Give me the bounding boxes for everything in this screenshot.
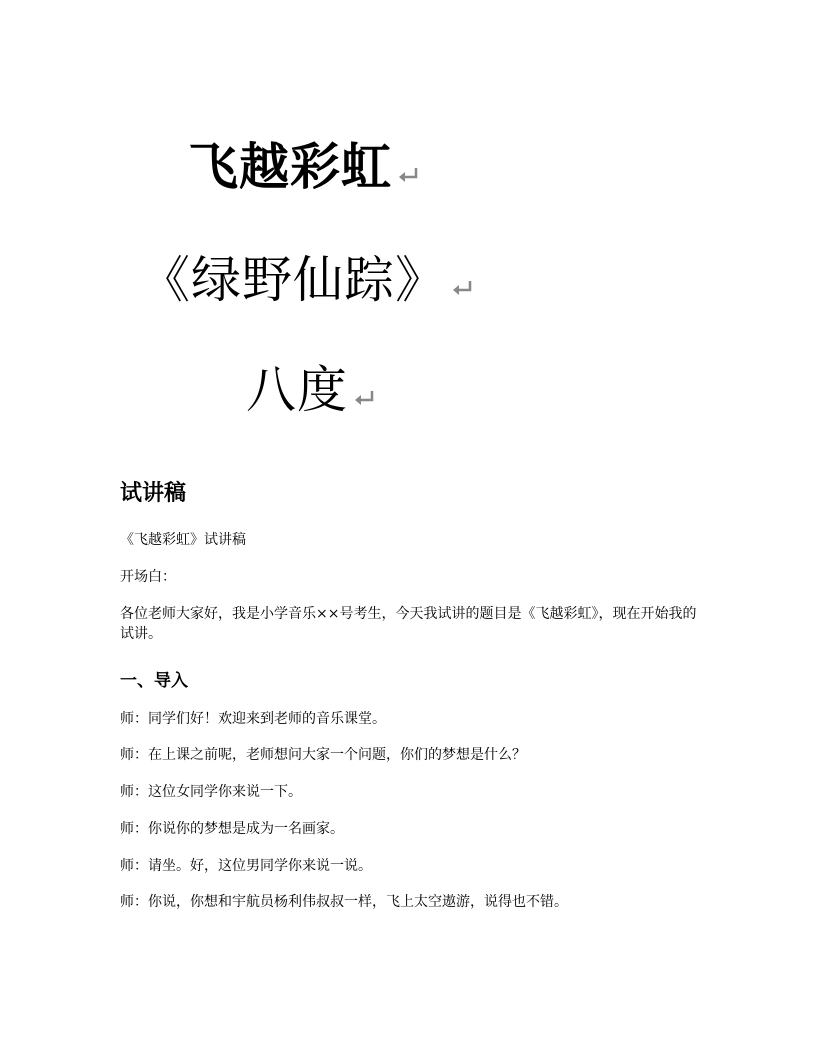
- cover-title-line-2: [140, 251, 474, 309]
- document-subtitle: 《飞越彩虹》试讲稿: [120, 532, 246, 548]
- document-title: 试讲稿: [120, 481, 187, 506]
- dialogue-line: 师：请坐。好，这位男同学你来说一说。: [120, 858, 372, 874]
- opening-text: 各位老师大家好，我是小学音乐××号考生，今天我试讲的题目是《飞越彩虹》，现在开始我的试讲。: [120, 606, 697, 642]
- cover-group-name: 八度: [246, 361, 348, 419]
- cover-title-line-3: [246, 361, 376, 419]
- dialogue-line: 师：你说你的梦想是成为一名画家。: [120, 821, 344, 837]
- section-heading: 一、导入: [120, 671, 188, 691]
- return-arrow-icon: [398, 166, 420, 184]
- dialogue-line: 师：同学们好！欢迎来到老师的音乐课堂。: [120, 711, 386, 727]
- return-arrow-icon: [354, 389, 376, 407]
- cover-title-line-1: [188, 138, 420, 196]
- dialogue-line: 师：在上课之前呢，老师想问大家一个问题，你们的梦想是什么？: [120, 747, 526, 763]
- cover-title-text: 飞越彩虹: [188, 138, 392, 196]
- dialogue-line: 师：这位女同学你来说一下。: [120, 784, 302, 800]
- opening-label: 开场白：: [120, 569, 176, 585]
- return-arrow-icon: [452, 279, 474, 297]
- cover-song-name: 《绿野仙踪》: [140, 251, 446, 309]
- dialogue-line: 师：你说，你想和宇航员杨利伟叔叔一样，飞上太空遨游，说得也不错。: [120, 894, 568, 910]
